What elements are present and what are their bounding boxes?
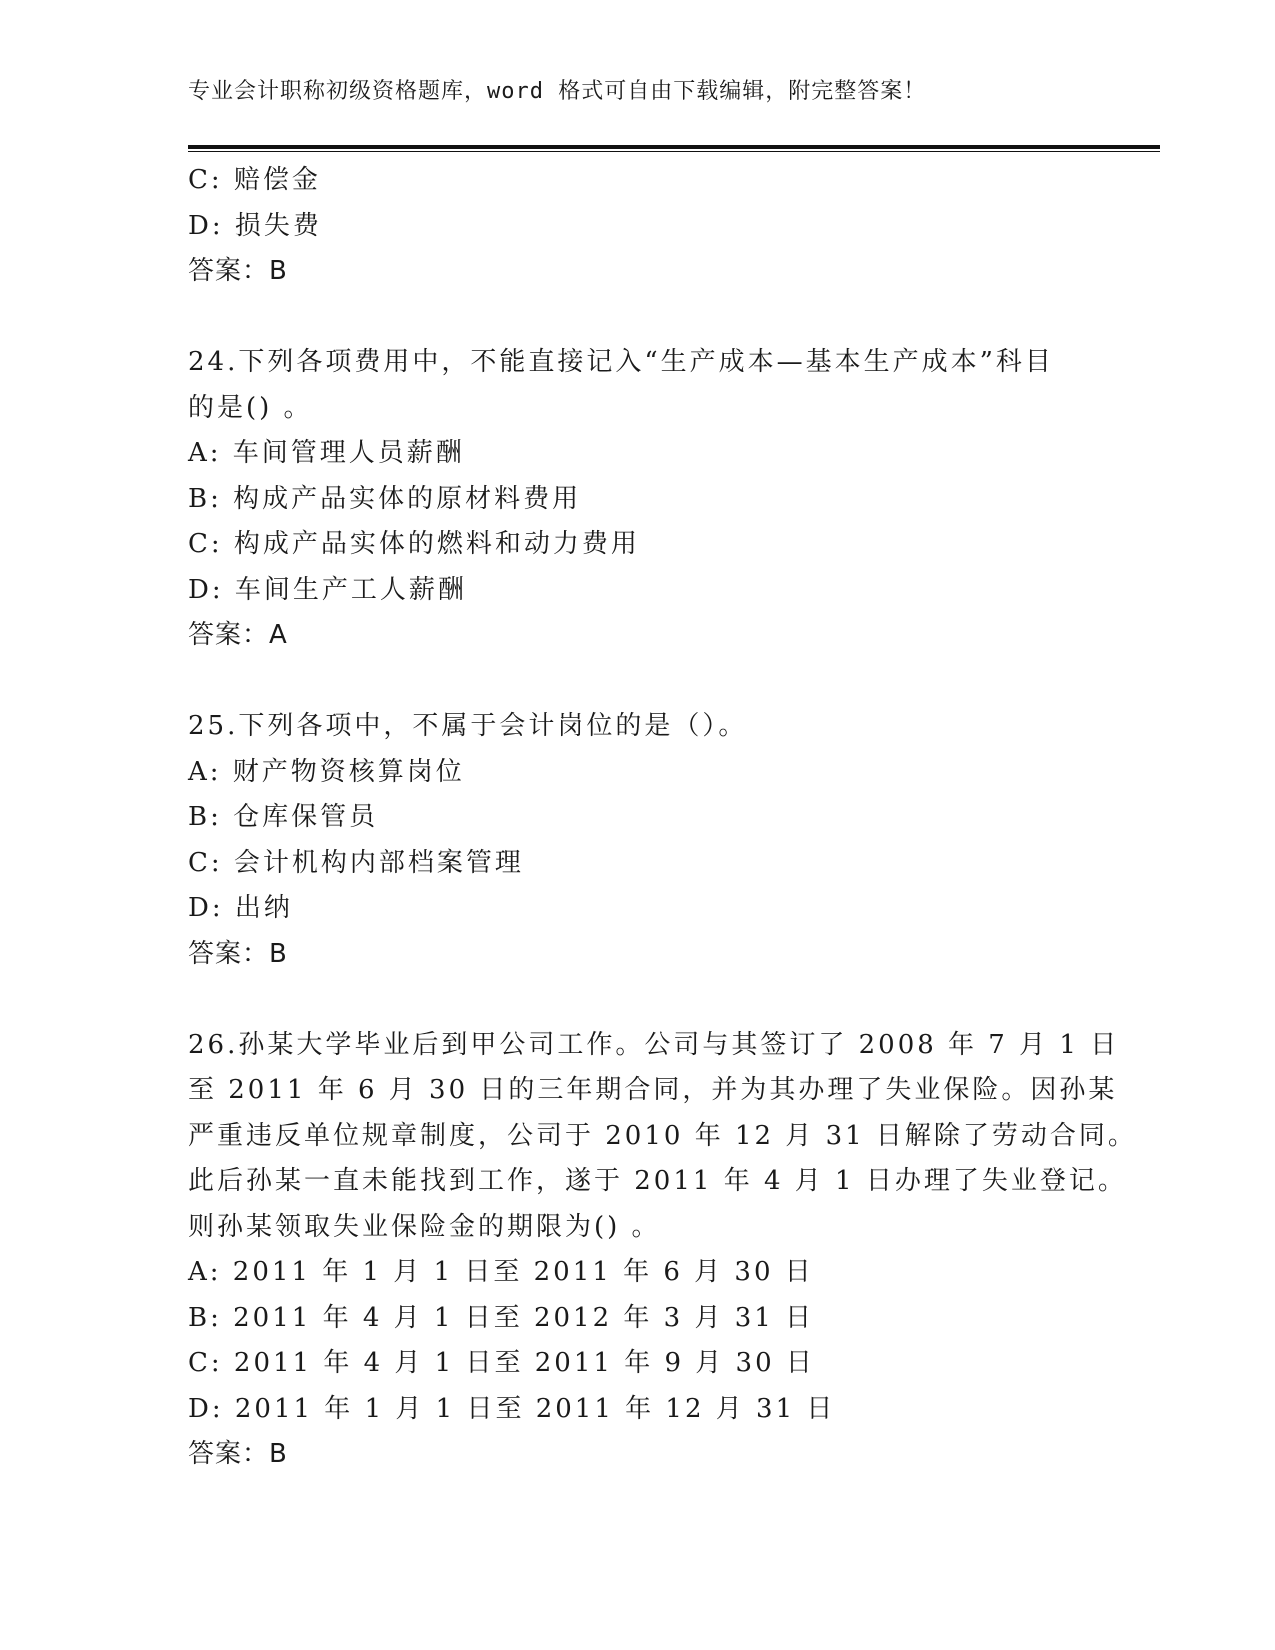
question-stem-line: 严重违反单位规章制度，公司于 2010 年 12 月 31 日解除了劳动合同。	[188, 1120, 1137, 1151]
question-24	[188, 340, 1088, 659]
option-line: D: 车间生产工人薪酬	[188, 574, 467, 605]
spacer	[188, 659, 1088, 705]
document-body	[188, 158, 1137, 1478]
header-rule-thin	[188, 151, 1160, 152]
question-stem-line: 25.下列各项中，不属于会计岗位的是（）。	[188, 711, 748, 741]
option-line: C: 2011 年 4 月 1 日至 2011 年 9 月 30 日	[188, 1348, 815, 1378]
continued-question	[188, 158, 1088, 295]
question-stem-line: 26.孙某大学毕业后到甲公司工作。公司与其签订了 2008 年 7 月 1 日	[188, 1029, 1120, 1060]
question-stem-line: 则孙某领取失业保险金的期限为() 。	[188, 1211, 661, 1242]
option-line: D: 出纳	[188, 893, 293, 923]
option-line: C: 构成产品实体的燃料和动力费用	[188, 529, 640, 559]
question-25	[188, 704, 1088, 977]
answer-line: 答案：A	[188, 620, 288, 650]
page-header: 专业会计职称初级资格题库，word 格式可自由下载编辑，附完整答案！	[188, 79, 927, 104]
question-stem-line: 至 2011 年 6 月 30 日的三年期合同，并为其办理了失业保险。因孙某	[188, 1075, 1118, 1105]
spacer	[188, 977, 1088, 1023]
option-line: A: 2011 年 1 月 1 日至 2011 年 6 月 30 日	[188, 1257, 814, 1287]
option-line: C: 赔偿金	[188, 165, 321, 195]
question-stem-line: 此后孙某一直未能找到工作，遂于 2011 年 4 月 1 日办理了失业登记。	[188, 1166, 1127, 1196]
option-line: B: 2011 年 4 月 1 日至 2012 年 3 月 31 日	[188, 1302, 815, 1333]
option-line: C: 会计机构内部档案管理	[188, 847, 524, 878]
option-line: A: 车间管理人员薪酬	[188, 438, 465, 468]
option-line: A: 财产物资核算岗位	[188, 756, 465, 787]
option-line: B: 构成产品实体的原材料费用	[188, 483, 582, 514]
spacer	[188, 295, 1088, 341]
question-26	[188, 1023, 1137, 1478]
header-rule-thick	[188, 145, 1160, 149]
question-stem-line: 的是() 。	[188, 392, 313, 423]
answer-line: 答案：B	[188, 938, 288, 969]
answer-line: 答案：B	[188, 256, 288, 286]
option-line: B: 仓库保管员	[188, 802, 379, 832]
option-line: D: 损失费	[188, 210, 322, 241]
option-line: D: 2011 年 1 月 1 日至 2011 年 12 月 31 日	[188, 1393, 836, 1424]
question-stem-line: 24.下列各项费用中，不能直接记入“生产成本—基本生产成本”科目	[188, 347, 1054, 377]
answer-line: 答案：B	[188, 1439, 288, 1469]
